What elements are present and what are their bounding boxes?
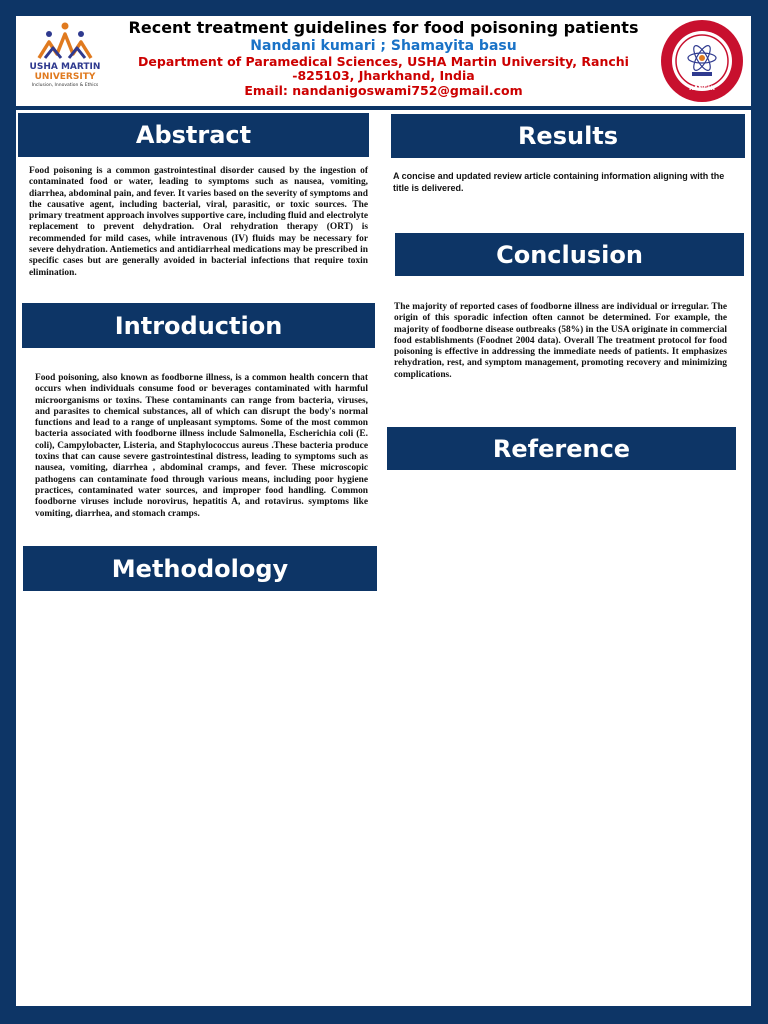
introduction-text: Food poisoning, also known as foodborne illness, is a common health concern that occurs when individuals consume food or beverages contaminated with harmful microorganisms or toxins. These contaminants can range from bacteria, viruses, and parasites to chemical substances, all of which can disrupt the body's normal functions and lead to a range of unpleasant symptoms. Some of the most common bacteria associated with foodborne illness include Salmonella, Escherichia coli (E. coli), Campylobacter, Listeria, and Staphylococcus aureus .These bacteria produce toxins that can cause severe gastrointestinal distress, leading to symptoms such as nausea, vomiting, diarrhea , abdominal cramps, and fever. These microscopic pathogens can contaminate food through various means, including poor hygiene practices, contaminated water sources, and improper food handling. Common foodborne viruses include norovirus, hepatitis A, and rotavirus. symptoms like vomiting, diarrhea, and stomach cramps. bbox=[35, 373, 368, 519]
conclusion-text: The majority of reported cases of foodborne illness are individual or irregular. The origin of this sporadic infection often cannot be determined. For example, the majority of foodborne disease outbreaks (58%) in the USA originate in commercial food establishments (Foodnet 2004 data). Overall The treatment protocol for food poisoning is effective in addressing the immediate needs of patients. It emphasizes rehydration, rest, and symptom management, promoting recovery and minimizing complications. bbox=[394, 302, 727, 380]
results-text: A concise and updated review article containing information aligning with the title is delivered. bbox=[393, 171, 725, 193]
poster-authors: Nandani kumari ; Shamayita basu bbox=[250, 38, 517, 54]
logo-tagline: Inclusion, Innovation & Ethics bbox=[31, 83, 99, 88]
university-logo bbox=[22, 18, 108, 104]
poster-title: Recent treatment guidelines for food poisoning patients bbox=[128, 18, 639, 37]
logo-line2: UNIVERSITY bbox=[34, 72, 96, 82]
results-heading: Results bbox=[391, 114, 745, 158]
poster-body bbox=[16, 110, 751, 1006]
poster-email: Email: nandanigoswami752@gmail.com bbox=[244, 83, 523, 98]
reference-heading: Reference bbox=[387, 427, 736, 470]
conclusion-heading: Conclusion bbox=[395, 233, 744, 276]
seal-text: RANCHI bbox=[689, 85, 715, 92]
poster-header bbox=[16, 16, 751, 106]
abstract-text: Food poisoning is a common gastrointestinal disorder caused by the ingestion of contaminated food or water, leading to symptoms such as nausea, vomiting, diarrhea, abdominal pain, and fever. It varies based on the severity of symptoms and the causative agent, including bacterial, viral, parasitic, or toxic sources. The primary treatment approach involves supportive care, including fluid and electrolyte replacement to prevent dehydration. Oral rehydration therapy (ORT) is recommended for mild cases, while intravenous (IV) fluids may be necessary for severe dehydration. Antiemetics and antidiarrheal medications may be prescribed in specific cases but are generally avoided in bacterial infections that require toxin elimination. bbox=[29, 166, 368, 278]
poster-department: Department of Paramedical Sciences, USHA Martin University, Ranchi -825103, Jharkhand, India bbox=[138, 54, 629, 83]
introduction-heading: Introduction bbox=[22, 303, 375, 348]
institute-seal bbox=[659, 18, 745, 104]
methodology-heading: Methodology bbox=[23, 546, 377, 591]
university-logo-icon bbox=[35, 20, 95, 62]
abstract-heading: Abstract bbox=[18, 113, 369, 157]
logo-line1: USHA MARTIN bbox=[29, 62, 101, 72]
